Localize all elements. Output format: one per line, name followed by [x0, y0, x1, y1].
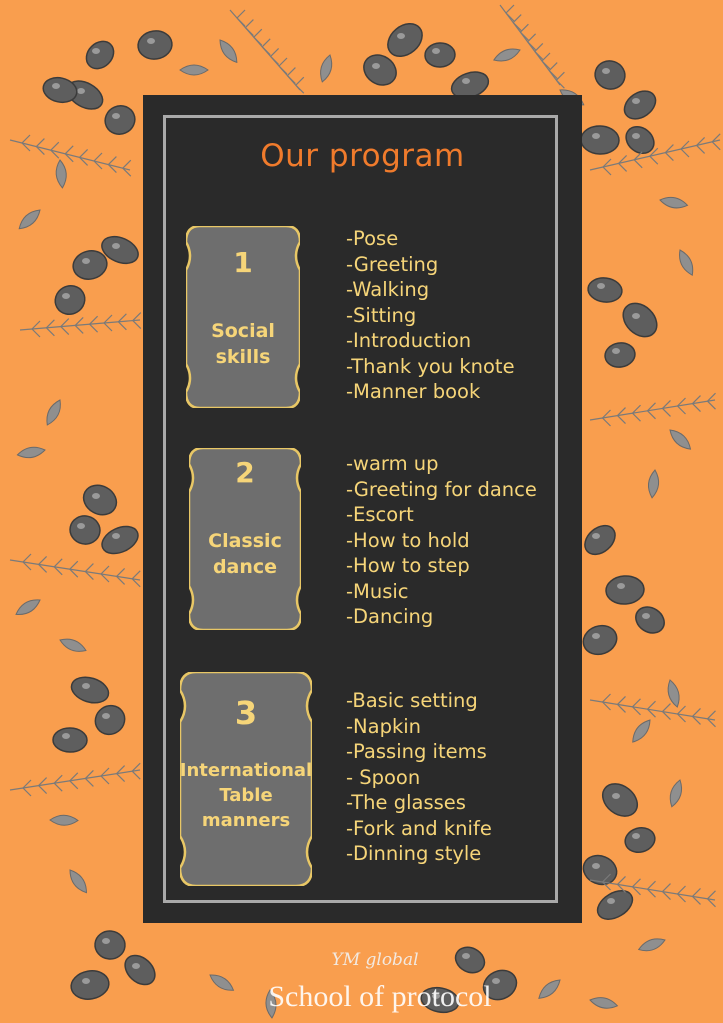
- section-name: Classic dance: [208, 530, 282, 578]
- list-item: -The glasses: [346, 791, 466, 814]
- brand-name: School of protocol: [268, 980, 492, 1013]
- list-item: -Dancing: [346, 605, 434, 628]
- list-item: -Basic setting: [346, 689, 478, 712]
- section-badge-1: [186, 226, 300, 408]
- list-item: -Sitting: [346, 303, 417, 327]
- list-item: -How to hold: [346, 528, 470, 552]
- list-item: -Manner book: [346, 380, 481, 403]
- section-list-3: [346, 688, 492, 867]
- section-number: 1: [233, 246, 253, 279]
- section-badge-2: [189, 448, 301, 630]
- list-item: -Introduction: [346, 329, 472, 352]
- list-item: -How to step: [346, 554, 470, 577]
- section-name: International Table manners: [179, 760, 313, 831]
- list-item: -Greeting for dance: [346, 477, 537, 501]
- list-item: -Greeting: [346, 252, 439, 276]
- section-list-2: [346, 451, 537, 630]
- list-item: -Escort: [346, 503, 414, 526]
- section-number: 2: [235, 456, 255, 489]
- list-item: -Dinning style: [346, 842, 482, 865]
- section-list-1: [346, 226, 515, 405]
- list-item: -Napkin: [346, 714, 422, 738]
- list-item: -Passing items: [346, 740, 487, 763]
- list-item: -Thank you knote: [346, 354, 515, 378]
- list-item: -warm up: [346, 452, 439, 475]
- section-badge-3: [180, 672, 312, 886]
- section-name: Social skills: [211, 320, 275, 368]
- section-number: 3: [234, 694, 258, 732]
- page-title: Our program: [260, 138, 465, 174]
- list-item: -Walking: [346, 278, 430, 301]
- list-item: -Music: [346, 579, 409, 603]
- list-item: - Spoon: [346, 765, 421, 789]
- list-item: -Pose: [346, 227, 399, 250]
- list-item: -Fork and knife: [346, 816, 492, 840]
- brand-subtitle: YM global: [331, 950, 419, 970]
